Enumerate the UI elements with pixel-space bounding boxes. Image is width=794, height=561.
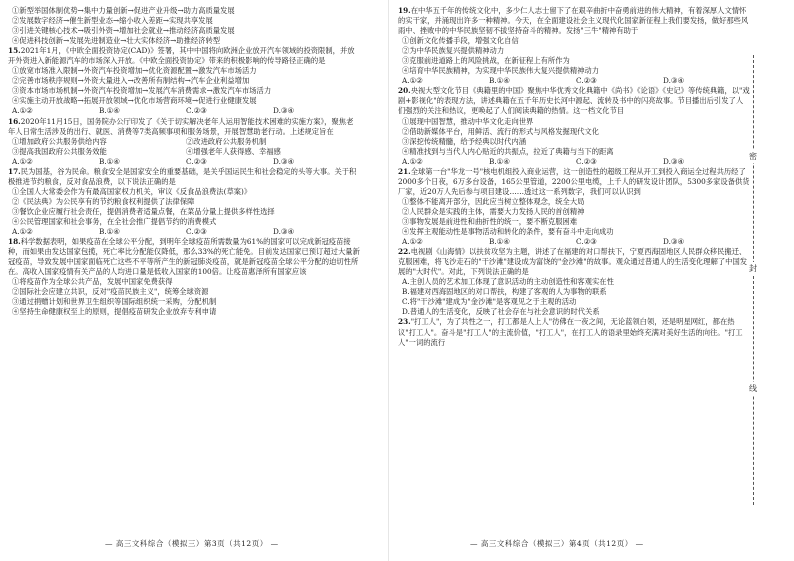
- choice-option: C.②③: [186, 106, 207, 116]
- choice-row: [398, 237, 750, 247]
- question: [398, 247, 750, 277]
- choice-option: B.①④: [99, 156, 120, 166]
- answer-statement: ③资本市场市场机制→外资汽车投资增加→发展汽车消费需求→激发汽车市场活力: [12, 86, 272, 96]
- answer-statement: ④培育中华民族精神，为实现中华民族伟大复兴提供精神动力: [402, 66, 600, 76]
- choice-option: A.①②: [12, 106, 33, 116]
- answer-statement: ①将疫苗作为全球公共产品，发展中国家免费获得: [12, 277, 173, 287]
- answer-statement: ②为中华民族复兴提供精神动力: [402, 46, 505, 56]
- question: [8, 46, 360, 66]
- question-number: 18.: [8, 237, 21, 247]
- question-stem: 2021年1月，《中欧全面投资协定(CAD)》签署，其中中国将向欧洲企业放开汽车领域的投资限制，并放开外资进入新能源汽车的市场深入开放。《中欧全面投资协定》带来的积极影响的传导路径正确的是: [8, 46, 355, 66]
- question: [398, 86, 750, 116]
- answer-statement: ③通过捐赠计划和世界卫生组织等国际组织统一采购，分配机制: [12, 297, 217, 307]
- answer-statement: ③引进关键核心技术→吸引外资→增加社会就业→推动经济高质量发展: [12, 26, 235, 36]
- answer-statement: ④实施主动开放战略→拓展开放领域→优化市场营商环境→促进行业健康发展: [12, 96, 257, 106]
- answer-statement: C.将"干沙滩"建成为"金沙滩"是客观见之于主观的活动: [402, 297, 577, 307]
- answer-statement: ①展现中国智慧，推动中华文化走向世界: [402, 116, 534, 126]
- answer-statement: ③餐饮企业应履行社会责任，提倡消费者适量点餐，在菜品分量上提供多样性选择: [12, 206, 275, 216]
- answer-statement: ①全国人大常委会作为有最高国家权力机关，审议《反食品浪费法(草案)》: [12, 186, 252, 196]
- choice-row: [398, 157, 750, 167]
- answer-statement: B.福建对西海固地区的对口帮扶，构建了客观的人为事物的联系: [402, 287, 607, 297]
- choice-option: B.①④: [489, 156, 510, 166]
- question-stem: 科学数据表明，如果疫苗在全球公平分配，到明年全球疫苗所需数量为61%的国家可以完成新冠疫苗接种，而如果由发达国家包揽，死亡率比分配能仅降低，那么33%的死亡能免。目前发达国家已预订超过大量新冠疫苗，导致发展中国家面临死亡这些不平等所产生的新冠肺炎疫苗，就是新冠疫苗全球公平分配的迫切性所在。高收入国家疫情有关产品的人均进口量是低收入国家的100倍。让疫苗惠泽所有国家应该: [8, 237, 360, 277]
- footer-left: — 高三文科综合（模拟三）第3页（共12页） —: [105, 539, 279, 548]
- choice-option: A.①②: [402, 76, 423, 86]
- choice-option: D.③④: [663, 237, 684, 247]
- answer-statement: ②国际社会应建立共识，反对"疫苗民族主义"，统筹全球资源: [12, 287, 209, 297]
- answer-statement: ②人民群众是实践的主体，需要大力发扬人民的首创精神: [402, 206, 585, 216]
- choice-option: B.①④: [99, 227, 120, 237]
- answer-statement: ①新型举国体制优势→集中力量创新→促进产业升级→助力高质量发展: [12, 6, 235, 15]
- choice-row: [8, 106, 360, 116]
- answer-statement: ③深挖传统精髓，给予经典以时代内涵: [402, 136, 527, 146]
- choice-row: [8, 227, 360, 237]
- choice-option: C.②③: [576, 237, 597, 247]
- answer-statement: ②完善市场秩序规则→外资大量进入→改善所有制结构→汽车企业利益增加: [12, 76, 250, 86]
- answer-statement: D.普通人的生活变化，反映了社会存在与社会意识的时代关系: [402, 307, 600, 317]
- seal-char-feng: 封: [749, 264, 757, 273]
- choice-option: C.②③: [186, 227, 207, 237]
- choice-row: [8, 157, 360, 167]
- question: [398, 167, 750, 197]
- footer-right: — 高三文科综合（模拟三）第4页（共12页） —: [470, 539, 644, 548]
- choice-option: A.①②: [12, 227, 33, 237]
- choice-option: B.①④: [99, 106, 120, 116]
- question-number: 16.: [8, 116, 21, 126]
- choice-option: ①增加政府公共服务供给内容: [12, 136, 107, 146]
- seal-char-mi: 密: [749, 152, 757, 161]
- choice-option: D.③④: [663, 76, 684, 86]
- answer-statement: ③事物发展是前进性和曲折性的统一，要不断克服困难: [402, 216, 578, 226]
- statement-row: [8, 137, 360, 147]
- choice-option: ③提高我国政府公共服务效能: [12, 146, 107, 156]
- choice-option: D.③④: [273, 156, 294, 166]
- question-stem: "打工人"，为了共性之一，打工都是人上人"彷佛在一夜之间，无论蓝领白领，还是明星网红，都在热议"打工人"。奋斗是"打工人"的主流价值，"打工人"，在打工人的语录里始终充满对美好生活的向往。"打工人"一词的流行: [398, 317, 743, 347]
- seal-dashed-line: [753, 55, 754, 505]
- answer-statement: ①整体不能离开部分，因此应当树立整体观念，统全大局: [402, 196, 585, 206]
- question-number: 21.: [398, 166, 411, 176]
- answer-statement: ④公民管理国家和社会事务，在全社会推广提倡节约的消费模式: [12, 216, 217, 226]
- question-number: 20.: [398, 86, 411, 96]
- answer-statement: ④坚持生命健康权至上的原则，提倡疫苗研发企业放弃专利申请: [12, 307, 217, 317]
- choice-option: D.③④: [273, 227, 294, 237]
- choice-option: D.③④: [663, 156, 684, 166]
- question-stem: 在中华五千年的传统文化中，多少仁人志士留下了在艰辛曲折中奋勇前进的伟大精神，有着深厚人文情怀的实干家，并涌现出许多一种精神。今天，在全面建设社会主义现代化国家新征程上我们要发扬，做好那些风雨中、挫败中的中华民族坚韧不拔坚持奋斗的精神。发扬"三牛"精神有助于: [398, 6, 749, 36]
- answer-statement: ②借助新媒体平台，用鲜活、流行的形式与风格发掘现代文化: [402, 126, 600, 136]
- question: [8, 167, 360, 187]
- question-stem: 全球第一台"华龙一号"核电机组投入商业运营，这一创造性的超级工程从开工到投入商运全过程共历经了2000多个日夜，6万多台设备，165公里管道，2200公里电缆，上千人的研发设计团队，5300多家设备供货厂家，近20万人先后参与项目建设……透过这一系列数字，我们可以认识到: [398, 166, 750, 196]
- answer-statement: ④发挥主观能动性是事物活动和转化的条件，要有奋斗中走向成功: [402, 227, 614, 237]
- question-number: 19.: [398, 6, 411, 15]
- choice-option: C.②③: [576, 76, 597, 86]
- answer-statement: A.主创人员的艺术加工体现了意识活动的主动创造性和客观实在性: [402, 277, 614, 287]
- question-stem: 2020年11月15日，国务院办公厅印发了《关于切实解决老年人运用智能技术困难的实施方案》，聚焦老年人日常生活涉及的出行、就医、消费等7类高频事项和服务场景，开展智慧助老行动。上述规定旨在: [8, 116, 354, 136]
- question: [8, 117, 360, 137]
- choice-option: A.①②: [402, 237, 423, 247]
- choice-option: C.②③: [576, 156, 597, 166]
- question-number: 15.: [8, 46, 21, 56]
- choice-row: [398, 76, 750, 86]
- choice-option: ②改进政府公共服务机制: [186, 136, 267, 146]
- question: [398, 317, 750, 347]
- choice-option: A.①②: [402, 156, 423, 166]
- question-number: 17.: [8, 166, 21, 176]
- left-column: [8, 6, 360, 317]
- question-stem: 民为国基，谷为民命。粮食安全是国家安全的重要基础，是关乎国运民生和社会稳定的头等大事。关于积极推进节约粮食，反对食品浪费，以下说法正确的是: [8, 166, 357, 186]
- answer-statement: ④促进科技创新→发展先进制造业→壮大实体经济→助推经济转型: [12, 36, 221, 46]
- column-divider: [388, 0, 389, 561]
- question-number: 22.: [398, 247, 411, 257]
- choice-option: A.①②: [12, 156, 33, 166]
- choice-option: C.②③: [186, 156, 207, 166]
- choice-option: D.③④: [273, 106, 294, 116]
- choice-option: B.①④: [489, 76, 510, 86]
- answer-statement: ④精准找到与当代人内心贴近的共振点，拉近了典籍与当下的距离: [402, 146, 614, 156]
- right-column: [398, 6, 750, 348]
- statement-row: [8, 147, 360, 157]
- answer-statement: ②发展数字经济→催生新型业态→缩小收入差距→实现共享发展: [12, 16, 213, 26]
- question-stem: 电视剧《山海情》以扶贫攻坚为主题，讲述了在福建的对口帮扶下，宁夏西海固地区人民群众移民搬迁、克服困难，将飞沙走石的"干沙滩"建设成为富饶的"金沙滩"的故事。观众通过普通人的生活变化理解了中国发展的"大时代"。对此，下列说法正确的是: [398, 247, 748, 277]
- choice-option: B.①④: [489, 237, 510, 247]
- seal-char-xian: 线: [749, 384, 757, 393]
- answer-statement: ①放宽市场准入限制→外资汽车投资增加→优化资源配置→激发汽车市场活力: [12, 66, 257, 76]
- question: [398, 6, 750, 36]
- answer-statement: ③克服前进道路上的风险挑战，在新征程上有所作为: [402, 56, 570, 66]
- question: [8, 237, 360, 277]
- question-stem: 央视大型文化节目《典籍里的中国》聚焦中华优秀文化典籍中《尚书》《论语》《史记》等传统典籍，以"戏剧+影视化"的表现方法，讲述典籍在五千年历史长河中源起、流转及书中的闪亮故事。节目播出后引发了人们强烈的关注和热议，更唤起了人们阅读典籍的热情。这一档文化节目: [398, 86, 750, 116]
- answer-statement: ②《民法典》为公民享有的节约粮食权利提供了法律保障: [12, 196, 195, 206]
- answer-statement: ①创新文化传播手段，增强文化自信: [402, 36, 519, 46]
- question-number: 23.: [398, 317, 411, 327]
- choice-option: ④增强老年人获得感、幸福感: [186, 146, 281, 156]
